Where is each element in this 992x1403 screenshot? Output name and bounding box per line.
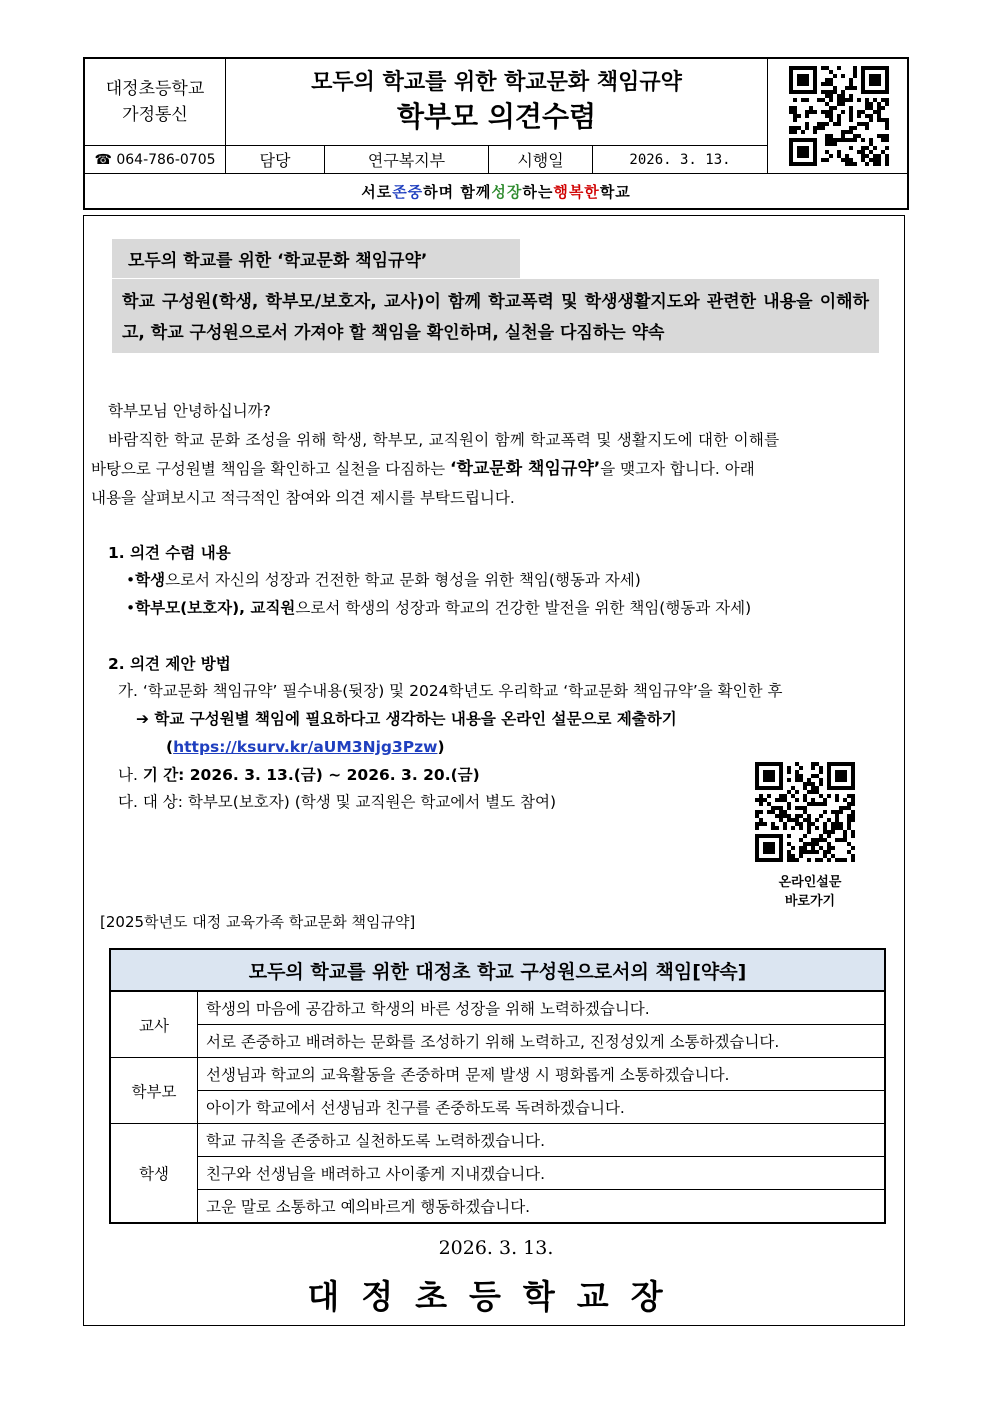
section2-item-a: 가. ‘학교문화 책임규약’ 필수내용(뒷장) 및 2024학년도 우리학교 ‘학교문화 책임규약’을 확인한 후: [118, 682, 783, 700]
letter-body-line2: 바탕으로 구성원별 책임을 확인하고 실천을 다짐하는 ‘학교문화 책임규약’을 맺고자 합니다. 아래: [91, 459, 755, 479]
survey-url[interactable]: (https://ksurv.kr/aUM3Njg3Pzw): [166, 738, 445, 756]
title-area: [226, 59, 767, 145]
survey-qr-code[interactable]: [755, 762, 855, 866]
pledge-item: 서로 존중하고 배려하는 문화를 조성하기 위해 노력하고, 진정성있게 소통하겠습니다.: [198, 1025, 886, 1058]
greeting: 학부모님 안녕하십니까?: [108, 402, 271, 420]
pledge-item: 아이가 학교에서 선생님과 친구를 존중하도록 독려하겠습니다.: [198, 1091, 886, 1124]
document-subtitle: 학부모 의견수렴: [396, 100, 597, 133]
intro-box-description: 학교 구성원(학생, 학부모/보호자, 교사)이 함께 학교폭력 및 학생생활지도와 관련한 내용을 이해하고, 학교 구성원으로서 가져야 할 책임을 확인하며, 실천을 다짐하는 약속: [112, 279, 879, 353]
newsletter-type: 가정통신: [122, 105, 188, 125]
charge-label: 담당: [259, 151, 291, 170]
section1-item-parent-staff: •학부모(보호자), 교직원으로서 학생의 성장과 학교의 건강한 발전을 위한 책임(행동과 자세): [126, 599, 752, 617]
table-row: [110, 1091, 885, 1124]
school-slogan: 서로 존중 하며 함께 성장 하는 행복한 학교: [361, 182, 631, 201]
section2-submit: ➔ 학교 구성원별 책임에 필요하다고 생각하는 내용을 온라인 설문으로 제출하기: [136, 710, 677, 728]
document-title: 모두의 학교를 위한 학교문화 책임규약: [311, 70, 682, 95]
pledge-table-title: 모두의 학교를 위한 대정초 학교 구성원으로서의 책임[약속]: [110, 949, 885, 991]
phone-number: ☎ 064-786-0705: [94, 151, 216, 168]
section2-item-b: 나. 기 간: 2026. 3. 13.(금) ~ 2026. 3. 20.(금): [118, 766, 480, 784]
header-qr-code[interactable]: [768, 59, 909, 173]
pledge-item: 학교 규칙을 존중하고 실천하도록 노력하겠습니다.: [198, 1124, 886, 1157]
qr-caption: 온라인설문 바로가기: [778, 875, 842, 909]
pledge-item: 고운 말로 소통하고 예의바르게 행동하겠습니다.: [198, 1190, 886, 1224]
issue-date: 2026. 3. 13.: [438, 1237, 554, 1259]
phone-cell: [85, 146, 225, 173]
school-name: 대정초등학교: [105, 79, 205, 99]
qr-code-icon[interactable]: [789, 66, 889, 166]
table-row: [110, 991, 885, 1025]
letter-body-line3: 내용을 살펴보시고 적극적인 참여와 의견 제시를 부탁드립니다.: [91, 489, 515, 507]
pledge-item: 학생의 마음에 공감하고 학생의 바른 성장을 위해 노력하겠습니다.: [198, 991, 886, 1025]
pledge-item: 선생님과 학교의 교육활동을 존중하며 문제 발생 시 평화롭게 소통하겠습니다.: [198, 1058, 886, 1091]
section2-heading: 2. 의견 제안 방법: [108, 655, 231, 673]
intro-box-title: 모두의 학교를 위한 ‘학교문화 책임규약’: [112, 239, 520, 278]
charge-department: 연구복지부: [367, 151, 446, 170]
section1-heading: 1. 의견 수렴 내용: [108, 544, 231, 562]
survey-link[interactable]: https://ksurv.kr/aUM3Njg3Pzw: [173, 738, 438, 756]
role-student: 학생: [110, 1124, 198, 1224]
pledge-item: 친구와 선생님을 배려하고 사이좋게 지내겠습니다.: [198, 1157, 886, 1190]
date-label: 시행일: [517, 151, 564, 170]
table-row: [110, 1124, 885, 1157]
table-row: [110, 1058, 885, 1091]
section1-item-student: •학생으로서 자신의 성장과 건전한 학교 문화 형성을 위한 책임(행동과 자세): [126, 571, 641, 589]
qr-code-icon[interactable]: [755, 762, 855, 862]
principal-signature: 대정초등학교장: [307, 1277, 685, 1316]
role-teacher: 교사: [110, 991, 198, 1058]
date-value: 2026. 3. 13.: [629, 151, 731, 168]
role-parent: 학부모: [110, 1058, 198, 1124]
newsletter-header: [83, 57, 909, 210]
arrow-icon: ➔: [136, 710, 149, 728]
pledge-caption: [2025학년도 대정 교육가족 학교문화 책임규약]: [100, 913, 416, 931]
school-name-cell: [85, 59, 225, 145]
table-row: [110, 1190, 885, 1224]
table-row: [110, 1157, 885, 1190]
letter-body-line1: 바람직한 학교 문화 조성을 위해 학생, 학부모, 교직원이 함께 학교폭력 및 생활지도에 대한 이해를: [108, 431, 780, 449]
section2-item-c: 다. 대 상: 학부모(보호자) (학생 및 교직원은 학교에서 별도 참여): [118, 793, 557, 811]
table-row: [110, 1025, 885, 1058]
pledge-table: [109, 948, 886, 1224]
